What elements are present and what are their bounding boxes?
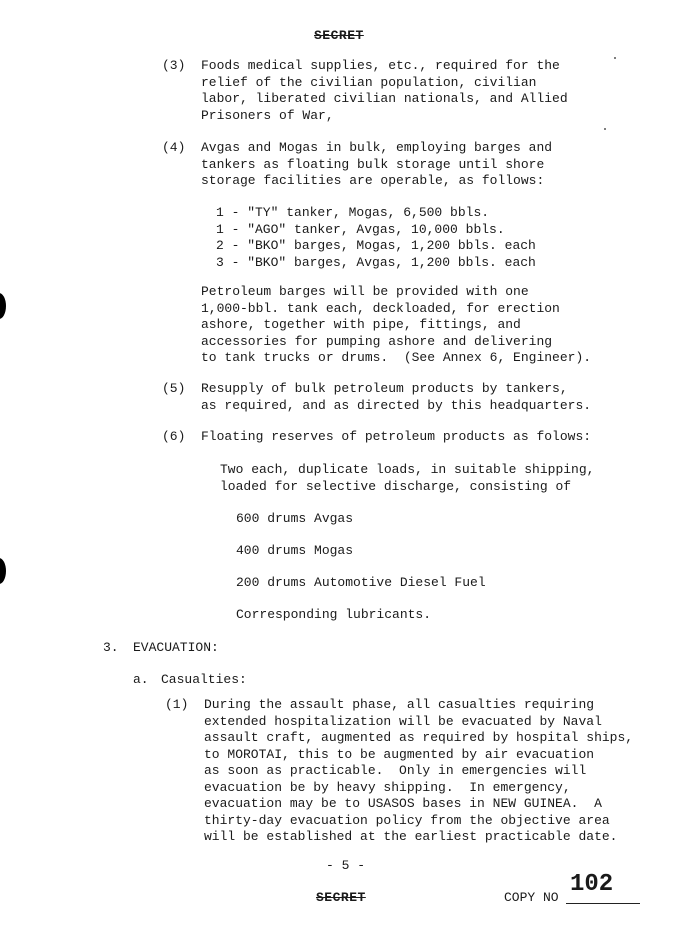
load-line: 400 drums Mogas xyxy=(236,543,354,558)
text-line: labor, liberated civilian nationals, and Allied xyxy=(201,91,568,106)
punch-hole xyxy=(0,293,6,319)
speck xyxy=(614,57,616,59)
text-line: relief of the civilian population, civilian xyxy=(201,74,537,90)
item-number: (4) xyxy=(162,140,186,155)
text-line: extended hospitalization will be evacuated by Naval xyxy=(204,713,602,729)
item-text xyxy=(201,429,591,446)
text-line: Two each, duplicate loads, in suitable shipping, xyxy=(220,462,595,477)
text-line: Foods medical supplies, etc., required for the xyxy=(201,58,560,73)
load-line: 600 drums Avgas xyxy=(236,511,354,526)
item-text xyxy=(201,140,552,190)
section-number: 3. xyxy=(103,640,119,655)
text-line: Prisoners of War, xyxy=(201,107,334,123)
paragraph-text xyxy=(204,697,633,846)
text-line: thirty-day evacuation policy from the objective area xyxy=(204,812,610,828)
item-text xyxy=(201,381,591,414)
text-line: Avgas and Mogas in bulk, employing barges and xyxy=(201,140,553,155)
subsection-title: Casualties: xyxy=(161,672,247,687)
vessel-list xyxy=(216,205,536,271)
text-line: Floating reserves of petroleum products as folows: xyxy=(201,429,592,444)
text-line: to MOROTAI, this to be augmented by air evacuation xyxy=(204,746,595,762)
text-line: will be established at the earliest practicable date. xyxy=(204,829,618,844)
text-line: 1,000-bbl. tank each, deckloaded, for erection xyxy=(201,300,560,316)
paragraph-number: (1) xyxy=(165,697,189,712)
page-number: - 5 - xyxy=(326,858,366,873)
text-line: storage facilities are operable, as follows: xyxy=(201,173,545,188)
text-line: as soon as practicable. Only in emergencies will xyxy=(204,763,587,778)
text-line: evacuation may be to USASOS bases in NEW GUINEA. A xyxy=(204,796,602,811)
text-line: Petroleum barges will be provided with one xyxy=(201,284,529,299)
list-item: 3 - "BKO" barges, Avgas, 1,200 bbls. each xyxy=(216,254,536,270)
text-line: tankers as floating bulk storage until shore xyxy=(201,156,545,172)
item-number: (6) xyxy=(162,429,186,444)
section-title: EVACUATION: xyxy=(133,640,219,655)
text-line: to tank trucks or drums. (See Annex 6, Engineer). xyxy=(201,350,592,365)
text-line: assault craft, augmented as required by hospital ships, xyxy=(204,730,634,745)
text-line: accessories for pumping ashore and delivering xyxy=(201,333,553,349)
copy-number: 102 xyxy=(570,871,614,898)
copy-number-underline xyxy=(566,903,640,904)
item-text xyxy=(201,58,568,124)
load-line: Corresponding lubricants. xyxy=(236,607,432,622)
list-item: 2 - "BKO" barges, Mogas, 1,200 bbls. each xyxy=(216,238,536,253)
footer-classification: SECRET xyxy=(316,890,366,905)
subsection-letter: a. xyxy=(133,672,149,687)
text-line: During the assault phase, all casualties requiring xyxy=(204,697,595,712)
item-note xyxy=(201,284,591,367)
list-item: 1 - "AGO" tanker, Avgas, 10,000 bbls. xyxy=(216,221,505,237)
load-line: 200 drums Automotive Diesel Fuel xyxy=(236,575,486,590)
header-classification: SECRET xyxy=(314,28,364,43)
text-line: ashore, together with pipe, fittings, and xyxy=(201,317,521,332)
speck xyxy=(604,128,606,130)
copy-label: COPY NO xyxy=(504,890,559,905)
text-line: evacuation be by heavy shipping. In emergency, xyxy=(204,779,571,795)
list-item: 1 - "TY" tanker, Mogas, 6,500 bbls. xyxy=(216,205,490,220)
text-line: as required, and as directed by this headquarters. xyxy=(201,397,592,413)
item-number: (3) xyxy=(162,58,186,73)
item-sub-paragraph xyxy=(220,462,594,495)
text-line: loaded for selective discharge, consisting of xyxy=(220,478,572,494)
punch-hole xyxy=(0,558,6,584)
item-number: (5) xyxy=(162,381,186,396)
text-line: Resupply of bulk petroleum products by tankers, xyxy=(201,381,568,396)
